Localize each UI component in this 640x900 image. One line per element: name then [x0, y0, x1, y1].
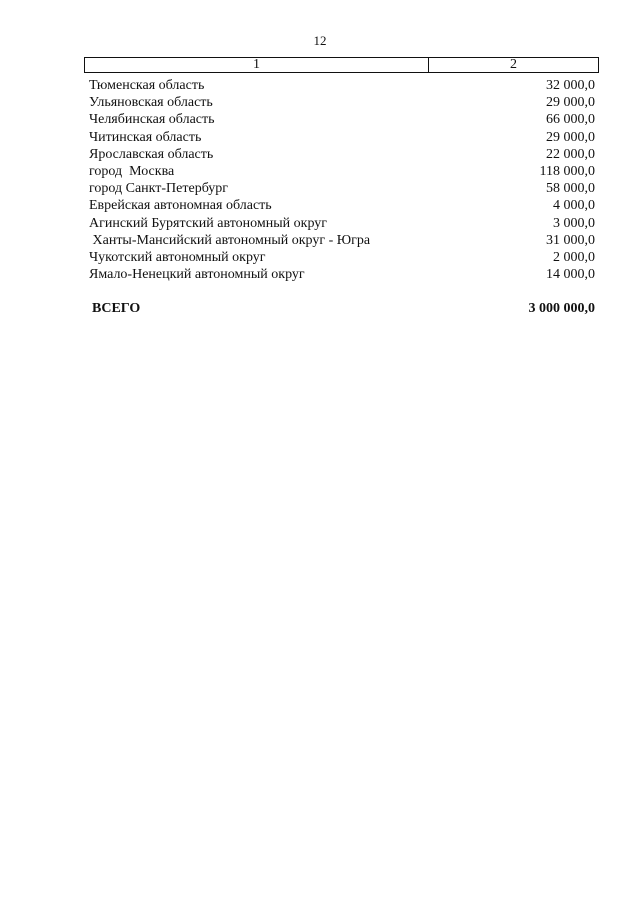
table-header: [84, 57, 599, 73]
total-row: [92, 300, 595, 318]
region-name: Читинская область: [89, 129, 202, 145]
header-column-2: 2: [510, 57, 517, 72]
table-row: [89, 266, 595, 283]
region-name: Ханты-Мансийский автономный округ - Югра: [89, 232, 371, 248]
region-value: 58 000,0: [546, 181, 595, 197]
table-row: [89, 77, 595, 94]
region-value: 29 000,0: [546, 129, 595, 145]
region-value: 22 000,0: [546, 146, 595, 162]
region-value: 31 000,0: [546, 232, 595, 248]
table-row: [89, 180, 595, 197]
table-row: [89, 215, 595, 232]
region-name: Агинский Бурятский автономный округ: [89, 215, 327, 231]
region-name: город Москва: [89, 163, 175, 179]
region-value: 14 000,0: [546, 267, 595, 283]
total-value: 3 000 000,0: [528, 301, 595, 316]
page-number: 12: [313, 33, 327, 48]
region-name: Чукотский автономный округ: [89, 249, 266, 265]
region-name: Челябинская область: [89, 112, 215, 128]
region-value: 32 000,0: [546, 78, 595, 93]
table-row: [89, 129, 595, 146]
table-row: [89, 197, 595, 214]
table-body: [89, 77, 595, 283]
table-row: [89, 163, 595, 180]
region-value: 29 000,0: [546, 95, 595, 111]
region-name: Ульяновская область: [89, 95, 213, 111]
region-name: Еврейская автономная область: [89, 198, 272, 214]
region-name: Ямало-Ненецкий автономный округ: [89, 267, 305, 283]
region-name: Ярославская область: [89, 146, 214, 162]
table-row: [89, 146, 595, 163]
region-value: 2 000,0: [553, 249, 595, 265]
region-value: 3 000,0: [553, 215, 595, 231]
table-row: [89, 94, 595, 111]
table-row: [89, 232, 595, 249]
region-name: Тюменская область: [89, 78, 205, 93]
header-column-1: 1: [85, 58, 429, 72]
region-value: 66 000,0: [546, 112, 595, 128]
region-value: 118 000,0: [539, 163, 595, 179]
table-row: [89, 111, 595, 128]
region-value: 4 000,0: [553, 198, 595, 214]
total-label: ВСЕГО: [92, 301, 141, 316]
table-row: [89, 249, 595, 266]
region-name: город Санкт-Петербург: [89, 181, 229, 197]
